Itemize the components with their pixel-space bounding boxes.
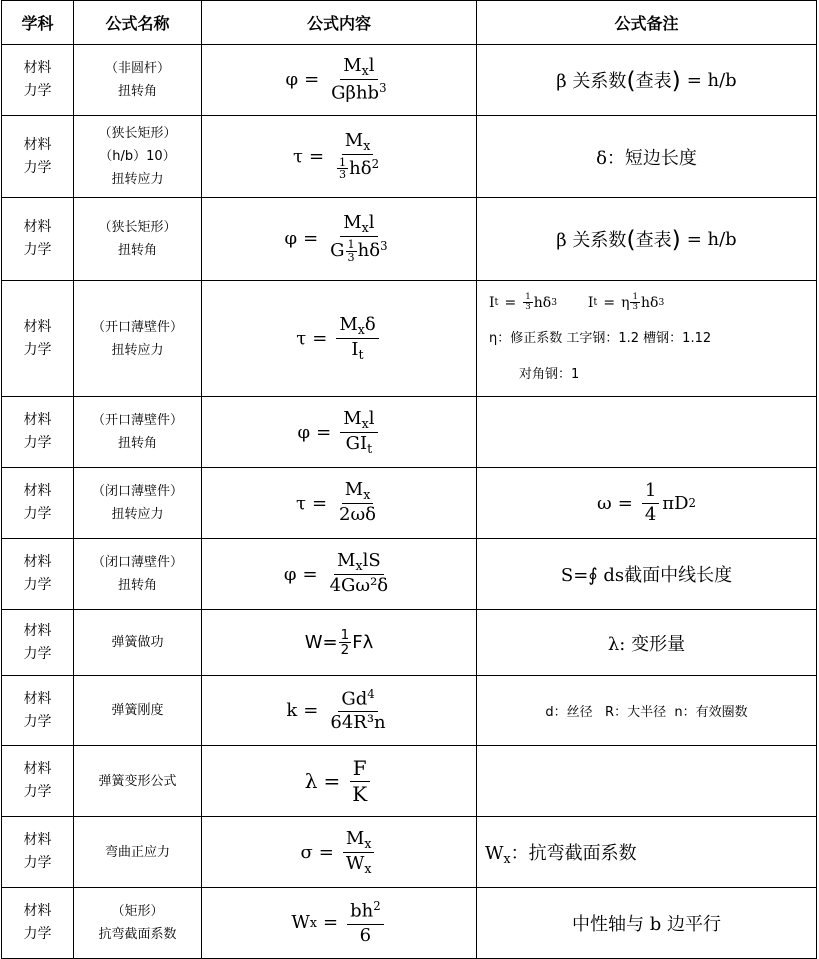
numerator: M <box>339 314 358 336</box>
small-fraction <box>630 293 640 312</box>
numerator-tail: l <box>368 407 375 429</box>
small-denominator: 3 <box>632 302 639 312</box>
name-line: （闭口薄壁件） <box>91 484 183 499</box>
table-row <box>2 397 817 468</box>
name-line: 弯曲正应力 <box>104 844 170 860</box>
denominator: Gβhb <box>331 82 380 104</box>
subject-line: 材料 <box>23 761 52 777</box>
note-sub: x <box>503 850 511 866</box>
note-cell <box>477 468 817 539</box>
note-symbol: I <box>489 294 495 311</box>
formula-lhs-sub: x <box>309 915 317 931</box>
note-cell <box>477 817 817 888</box>
formula-lhs: φ <box>283 563 297 585</box>
note-text: = h/b <box>686 228 737 250</box>
name-line: （h/b）10） <box>99 149 176 164</box>
note-formula: ω = $\frac{1}{4}$ πD 2 <box>597 479 696 525</box>
numerator: M <box>344 129 364 151</box>
denominator-sub: t <box>358 346 364 362</box>
formula-lhs: W= <box>304 632 338 653</box>
name-line: 扭转角 <box>117 243 157 258</box>
name-line: 抗弯截面系数 <box>98 927 177 942</box>
name-line: 弹簧刚度 <box>111 703 164 718</box>
note-sup: 2 <box>688 496 696 510</box>
formula-name-cell <box>74 817 202 888</box>
table-row <box>2 746 817 817</box>
formula-cell <box>202 468 477 539</box>
formula-tail: Fλ <box>352 632 374 653</box>
subject-line: 材料 <box>23 903 52 919</box>
formula: σ = $\frac{M_x}{W_x}$ <box>300 830 377 875</box>
formula-cell <box>202 610 477 676</box>
denominator: 6 <box>359 924 372 946</box>
note-text: δ：短边长度 <box>596 147 697 169</box>
formula: λ = $\frac{F}{K}$ <box>305 758 373 805</box>
small-numerator: 1 <box>340 626 350 643</box>
note-paren-text: 查表 <box>635 71 672 92</box>
subject-cell <box>2 610 74 676</box>
subject-line: 材料 <box>23 483 52 499</box>
subject-line: 力学 <box>23 506 52 522</box>
fraction <box>349 755 370 806</box>
formula: τ = $M_x$ $\frac{1}{3}$ $h\delta^2$ <box>293 132 385 181</box>
subject-cell <box>2 746 74 817</box>
small-denominator: 3 <box>339 168 347 182</box>
fraction <box>642 479 659 525</box>
header-note: 公式备注 <box>477 1 817 45</box>
denominator-sup: 3 <box>379 80 387 95</box>
numerator-tail: δ <box>364 314 376 336</box>
formula-lhs: σ <box>300 841 313 863</box>
subject-line: 材料 <box>23 412 52 428</box>
numerator-sup: 4 <box>367 686 375 701</box>
note-tail: hδ <box>533 294 552 311</box>
note-symbol: I <box>587 294 594 311</box>
header-content: 公式内容 <box>202 1 477 45</box>
name-line: 扭转角 <box>117 578 157 593</box>
name-line: （矩形） <box>111 904 164 919</box>
fraction <box>328 54 389 104</box>
subject-cell <box>2 468 74 539</box>
subject-line: 力学 <box>23 784 52 800</box>
table-row <box>2 281 817 397</box>
table-row <box>2 116 817 198</box>
subject-line: 材料 <box>23 318 52 335</box>
fraction <box>347 900 384 945</box>
denominator: K <box>352 781 368 806</box>
numerator-sub: x <box>361 415 369 431</box>
denominator-head: G <box>330 240 345 262</box>
note-paren-text: 查表 <box>635 230 672 251</box>
fraction <box>336 316 378 361</box>
numerator-sub: x <box>364 835 372 851</box>
denominator: 2ωδ <box>339 504 377 526</box>
formula-cell <box>202 539 477 610</box>
note-text: S=∮ ds截面中线长度 <box>560 565 733 586</box>
numerator: M <box>344 479 364 501</box>
numerator: 1 <box>642 482 659 504</box>
numerator: F <box>350 758 370 782</box>
table-row <box>2 468 817 539</box>
subject-cell <box>2 45 74 116</box>
formula-name-cell <box>74 468 202 539</box>
small-fraction <box>346 239 357 263</box>
formula-lhs: W <box>291 912 310 934</box>
note-text: β 关系数 <box>556 230 627 251</box>
formula-name-cell <box>74 281 202 397</box>
subject-cell <box>2 198 74 281</box>
subject-line: 力学 <box>23 159 52 176</box>
formula-cell <box>202 45 477 116</box>
denominator: W <box>345 852 365 874</box>
formula-cell <box>202 397 477 468</box>
numerator: Gd <box>341 688 368 710</box>
name-line: （开口薄壁件） <box>91 319 183 335</box>
denominator: 4Gω²δ <box>329 575 389 597</box>
subject-cell <box>2 539 74 610</box>
subject-line: 材料 <box>23 690 52 707</box>
formula-lhs: φ <box>284 228 298 250</box>
fraction <box>327 688 388 733</box>
subject-line: 力学 <box>23 645 52 662</box>
note-cell <box>477 116 817 198</box>
subject-line: 材料 <box>23 60 52 76</box>
denominator: I <box>351 339 359 360</box>
formula: W x = $\frac{bh^2}{6}$ <box>291 900 386 945</box>
note-cell <box>477 746 817 817</box>
formula-name-cell <box>74 610 202 676</box>
small-numerator: 1 <box>525 291 531 302</box>
formula-cell <box>202 281 477 397</box>
subject-cell <box>2 888 74 959</box>
small-denominator: 3 <box>347 250 355 264</box>
note-sub: t <box>494 296 499 308</box>
formula-lhs: τ <box>292 145 303 167</box>
small-denominator: 2 <box>340 642 350 658</box>
numerator-tail: l <box>368 212 375 234</box>
formula-cell <box>202 746 477 817</box>
numerator-tail: l <box>368 54 375 76</box>
note-sub: t <box>593 296 598 308</box>
table-row <box>2 817 817 888</box>
small-fraction <box>523 293 533 312</box>
formula-name-cell <box>74 539 202 610</box>
subject-line: 材料 <box>23 554 52 570</box>
numerator: M <box>343 54 362 76</box>
numerator-sub: x <box>357 321 365 337</box>
subject-line: 力学 <box>23 435 52 451</box>
numerator: M <box>343 212 362 234</box>
header-name: 公式名称 <box>74 1 202 45</box>
denominator-tail: hδ <box>357 240 381 262</box>
subject-cell <box>2 676 74 746</box>
name-line: 扭转应力 <box>111 507 164 522</box>
numerator-sub: x <box>361 62 369 78</box>
formula-lhs: τ <box>295 492 306 514</box>
denominator-sup: 2 <box>371 156 380 171</box>
name-line: （闭口薄壁件） <box>91 555 183 570</box>
subject-cell <box>2 116 74 198</box>
name-line: 扭转角 <box>117 84 157 99</box>
name-line: （狭长矩形） <box>98 220 177 235</box>
small-fraction <box>337 157 348 181</box>
note-symbol: W <box>485 842 504 864</box>
small-numerator: 1 <box>347 238 355 252</box>
note-cell <box>477 676 817 746</box>
formula-lhs: φ <box>285 69 299 91</box>
note-text: ：抗弯截面系数 <box>510 842 637 864</box>
note-text: β 关系数 <box>556 71 627 92</box>
fraction <box>327 552 392 596</box>
subject-line: 力学 <box>23 713 52 730</box>
note-text: d：丝径 R：大半径 n：有效圈数 <box>545 705 748 720</box>
subject-line: 力学 <box>23 242 52 258</box>
subject-cell <box>2 817 74 888</box>
subject-line: 力学 <box>23 926 52 942</box>
fraction <box>340 407 377 456</box>
numerator-tail: lS <box>362 550 381 572</box>
formula-name-cell <box>74 397 202 468</box>
note-line: 对角钢：1 <box>519 366 580 382</box>
subject-line: 力学 <box>23 83 52 99</box>
table-row <box>2 610 817 676</box>
name-line: （非圆杆） <box>104 61 170 76</box>
subject-line: 材料 <box>23 832 52 848</box>
name-line: 弹簧做功 <box>111 635 164 650</box>
name-line: 扭转应力 <box>111 172 164 187</box>
formula-lhs: τ <box>296 328 307 349</box>
numerator-sub: x <box>361 220 369 236</box>
table-row <box>2 45 817 116</box>
note-tail: πD <box>662 492 689 514</box>
fraction <box>327 214 390 263</box>
note-eta: η <box>621 294 630 311</box>
numerator-sub: x <box>355 557 363 573</box>
note-sup: 3 <box>551 297 557 308</box>
name-line: （狭长矩形） <box>98 126 177 141</box>
numerator: bh <box>350 900 374 922</box>
note-text: 中性轴与 b 边平行 <box>572 914 721 935</box>
note-cell <box>477 888 817 959</box>
numerator: M <box>337 550 356 572</box>
numerator: M <box>343 407 362 429</box>
formula-lhs: k <box>286 699 298 721</box>
formula: τ = $\frac{M_x\delta}{I_t}$ <box>296 316 381 361</box>
formula-name-cell <box>74 888 202 959</box>
small-numerator: 1 <box>339 155 347 169</box>
formula: k = $\frac{Gd^4}{\text{64R³n}}$ <box>286 688 391 733</box>
formula-cell <box>202 676 477 746</box>
formula-cell <box>202 888 477 959</box>
name-line: 弹簧变形公式 <box>98 773 177 789</box>
name-line: 扭转角 <box>117 436 157 451</box>
denominator-sup: 3 <box>380 239 388 254</box>
fraction <box>343 827 375 876</box>
note-line: I t = $\frac{1}{3}$ hδ 3 I t = η $\frac{1}{3}$ hδ 3 <box>489 285 816 321</box>
formula-cell <box>202 116 477 198</box>
note-tail: hδ <box>641 294 659 311</box>
subject-line: 材料 <box>23 219 52 235</box>
table-row <box>2 198 817 281</box>
note-cell <box>477 539 817 610</box>
numerator-sup: 2 <box>373 899 381 914</box>
name-line: （开口薄壁件） <box>91 413 183 428</box>
fraction <box>336 481 379 525</box>
subject-cell <box>2 281 74 397</box>
note-sup: 3 <box>658 297 665 308</box>
note-cell: β 关系数 ( 查表 ) = h/b <box>477 45 817 116</box>
formula <box>305 628 374 657</box>
note-cell: β 关系数 ( 查表 ) = h/b <box>477 198 817 281</box>
formula: τ = $\frac{M_x}{2\omega\delta}$ <box>296 481 382 525</box>
note-text: λ: 变形量 <box>607 633 686 655</box>
header-row <box>2 1 817 45</box>
formula: φ = $\frac{M_xlS}{\text{4Gω²δ}}$ <box>284 552 394 596</box>
denominator: GI <box>345 432 368 454</box>
note-line: η：修正系数 工字钢：1.2 槽钢：1.12 <box>489 330 712 346</box>
note-cell <box>477 281 817 397</box>
formula-lhs: λ <box>304 769 318 793</box>
formula-name-cell <box>74 45 202 116</box>
numerator: M <box>345 827 365 849</box>
denominator: 4 <box>644 503 657 525</box>
subject-cell <box>2 397 74 468</box>
header-subject: 学科 <box>2 1 74 45</box>
formula-name-cell <box>74 676 202 746</box>
formula: φ = $\frac{M_xl}{GI_t}$ <box>297 410 380 455</box>
subject-line: 力学 <box>23 577 52 593</box>
note-symbol: ω <box>597 492 612 514</box>
formula-name-cell <box>74 746 202 817</box>
formula-cell <box>202 817 477 888</box>
note-cell <box>477 610 817 676</box>
small-fraction <box>339 628 352 657</box>
small-numerator: 1 <box>632 291 639 302</box>
table-row <box>2 539 817 610</box>
denominator-sub: t <box>367 440 373 456</box>
denominator: 64R³n <box>330 712 386 734</box>
small-denominator: 3 <box>525 302 531 312</box>
numerator-sub: x <box>363 486 371 502</box>
formula: φ = $\frac{M_xl}{G\beta hb^3}$ <box>285 57 392 103</box>
table-row <box>2 888 817 959</box>
numerator-sub: x <box>363 137 371 153</box>
formula-name-cell <box>74 198 202 281</box>
subject-line: 材料 <box>23 622 52 639</box>
formula-table <box>1 0 817 959</box>
denominator-sub: x <box>364 860 372 876</box>
formula-cell <box>202 198 477 281</box>
subject-line: 材料 <box>23 136 52 153</box>
formula: φ = $M_xl$ G $\frac{1}{3}$ $h\delta^3$ <box>284 214 393 263</box>
subject-line: 力学 <box>23 341 52 358</box>
table-row <box>2 676 817 746</box>
name-line: 扭转应力 <box>111 342 164 358</box>
note-text: = h/b <box>686 69 737 91</box>
subject-line: 力学 <box>23 855 52 871</box>
note-cell <box>477 397 817 468</box>
formula-name-cell <box>74 116 202 198</box>
formula-lhs: φ <box>297 421 311 443</box>
denominator-tail: hδ <box>349 157 372 179</box>
